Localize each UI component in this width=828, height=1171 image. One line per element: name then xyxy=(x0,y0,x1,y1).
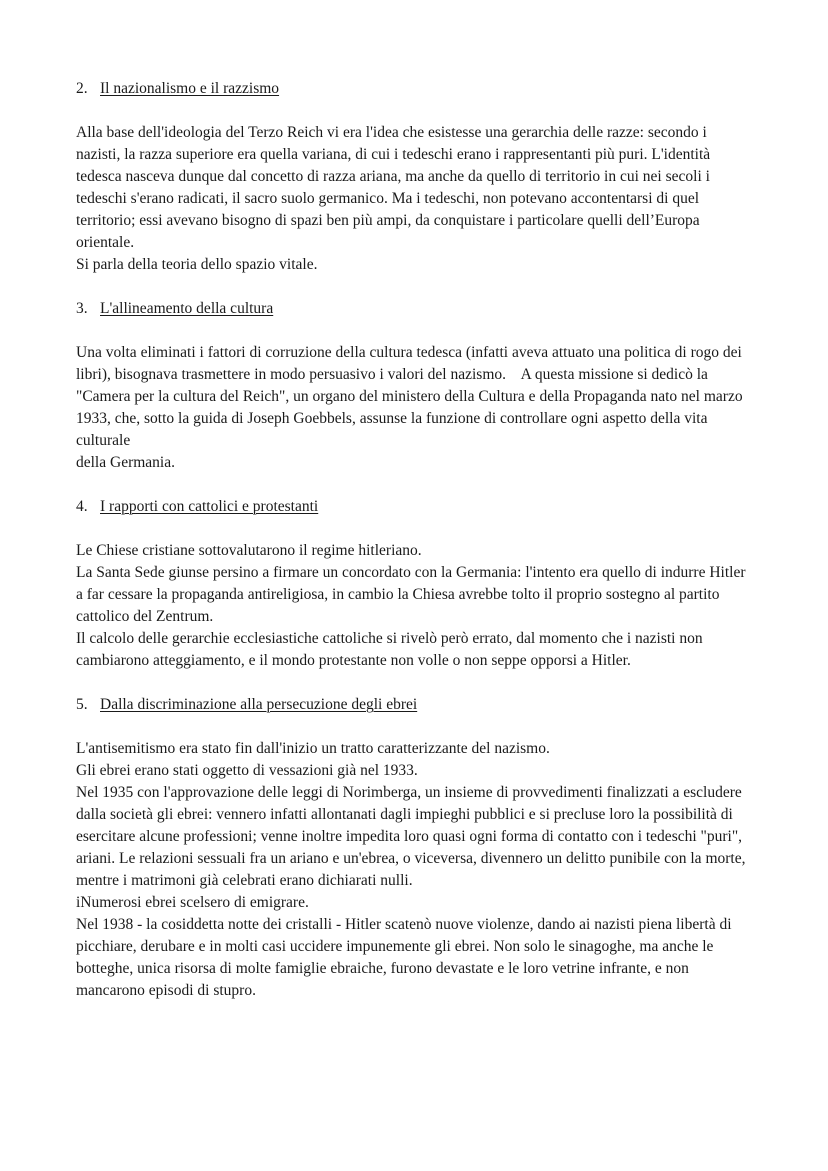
spacer xyxy=(76,518,752,540)
paragraph: L'antisemitismo era stato fin dall'inizio un tratto caratterizzante del nazismo. xyxy=(76,740,550,757)
section-number-4: 4. xyxy=(76,498,88,515)
paragraph: Il calcolo delle gerarchie ecclesiastiche cattoliche si rivelò però errato, dal momento che i nazisti non cambiarono atteggiamento, e il mondo protestante non volle o non seppe opporsi a Hitler. xyxy=(76,630,707,669)
section-heading-5 xyxy=(76,694,752,716)
section-title-2: Il nazionalismo e il razzismo xyxy=(100,80,280,97)
section-number-3: 3. xyxy=(76,300,88,317)
section-heading-3 xyxy=(76,298,752,320)
paragraph: Alla base dell'ideologia del Terzo Reich vi era l'idea che esistesse una gerarchia delle razze: secondo i nazisti, la razza superiore era quella variana, di cui i tedeschi erano i rappresentanti più puri. L'identità tedesca nasceva dunque dal concetto di razza ariana, ma anche da quello di territorio in cui nei secoli i tedeschi s'erano radicati, il sacro suolo germanico. Ma i tedeschi, non potevano accontentarsi di quel territorio; essi avevano bisogno di spazi ben più ampi, da conquistare i particolare quelli dell’Europa orientale. xyxy=(76,124,715,251)
spacer xyxy=(76,320,752,342)
document-body xyxy=(76,78,752,1002)
paragraph: La Santa Sede giunse persino a firmare un concordato con la Germania: l'intento era quello di indurre Hitler a far cessare la propaganda antireligiosa, in cambio la Chiesa avrebbe tolto il proprio sostegno al partito cattolico del Zentrum. xyxy=(76,564,750,625)
spacer xyxy=(76,276,752,298)
section-number-2: 2. xyxy=(76,80,88,97)
section-title-5: Dalla discriminazione alla persecuzione degli ebrei xyxy=(100,696,418,713)
section-heading-4 xyxy=(76,496,752,518)
paragraph: Le Chiese cristiane sottovalutarono il regime hitleriano. xyxy=(76,542,422,559)
spacer xyxy=(76,672,752,694)
spacer xyxy=(76,716,752,738)
paragraph: Gli ebrei erano stati oggetto di vessazioni già nel 1933. xyxy=(76,762,418,779)
section-title-3: L'allineamento della cultura xyxy=(100,300,274,317)
paragraph: Si parla della teoria dello spazio vitale. xyxy=(76,256,318,273)
paragraph: iNumerosi ebrei scelsero di emigrare. xyxy=(76,894,309,911)
section-title-4: I rapporti con cattolici e protestanti xyxy=(100,498,319,515)
paragraph: Nel 1935 con l'approvazione delle leggi di Norimberga, un insieme di provvedimenti finalizzati a escludere dalla società gli ebrei: vennero infatti allontanati dagli impieghi pubblici e si precluse loro la possibilità di esercitare alcune professioni; venne inoltre impedita loro quasi ogni forma di contatto con i tedeschi "puri", ariani. Le relazioni sessuali fra un ariano e un'ebrea, o viceversa, divennero un delitto punibile con la morte, mentre i matrimoni già celebrati erano dichiarati nulli. xyxy=(76,784,750,889)
spacer xyxy=(76,474,752,496)
paragraph: Una volta eliminati i fattori di corruzione della cultura tedesca (infatti aveva attuato una politica di rogo dei libri), bisognava trasmettere in modo persuasivo i valori del nazismo. A questa missione si dedicò la "Camera per la cultura del Reich", un organo del ministero della Cultura e della Propaganda nato nel marzo 1933, che, sotto la guida di Joseph Goebbels, assunse la funzione di controllare ogni aspetto della vita culturale xyxy=(76,344,747,449)
spacer xyxy=(76,100,752,122)
section-number-5: 5. xyxy=(76,696,88,713)
section-heading-2 xyxy=(76,78,752,100)
paragraph: della Germania. xyxy=(76,454,175,471)
paragraph: Nel 1938 - la cosiddetta notte dei cristalli - Hitler scatenò nuove violenze, dando ai nazisti piena libertà di picchiare, derubare e in molti casi uccidere impunemente gli ebrei. Non solo le sinagoghe, ma anche le botteghe, unica risorsa di molte famiglie ebraiche, furono devastate e le loro vetrine infrante, e non mancarono episodi di stupro. xyxy=(76,916,736,999)
